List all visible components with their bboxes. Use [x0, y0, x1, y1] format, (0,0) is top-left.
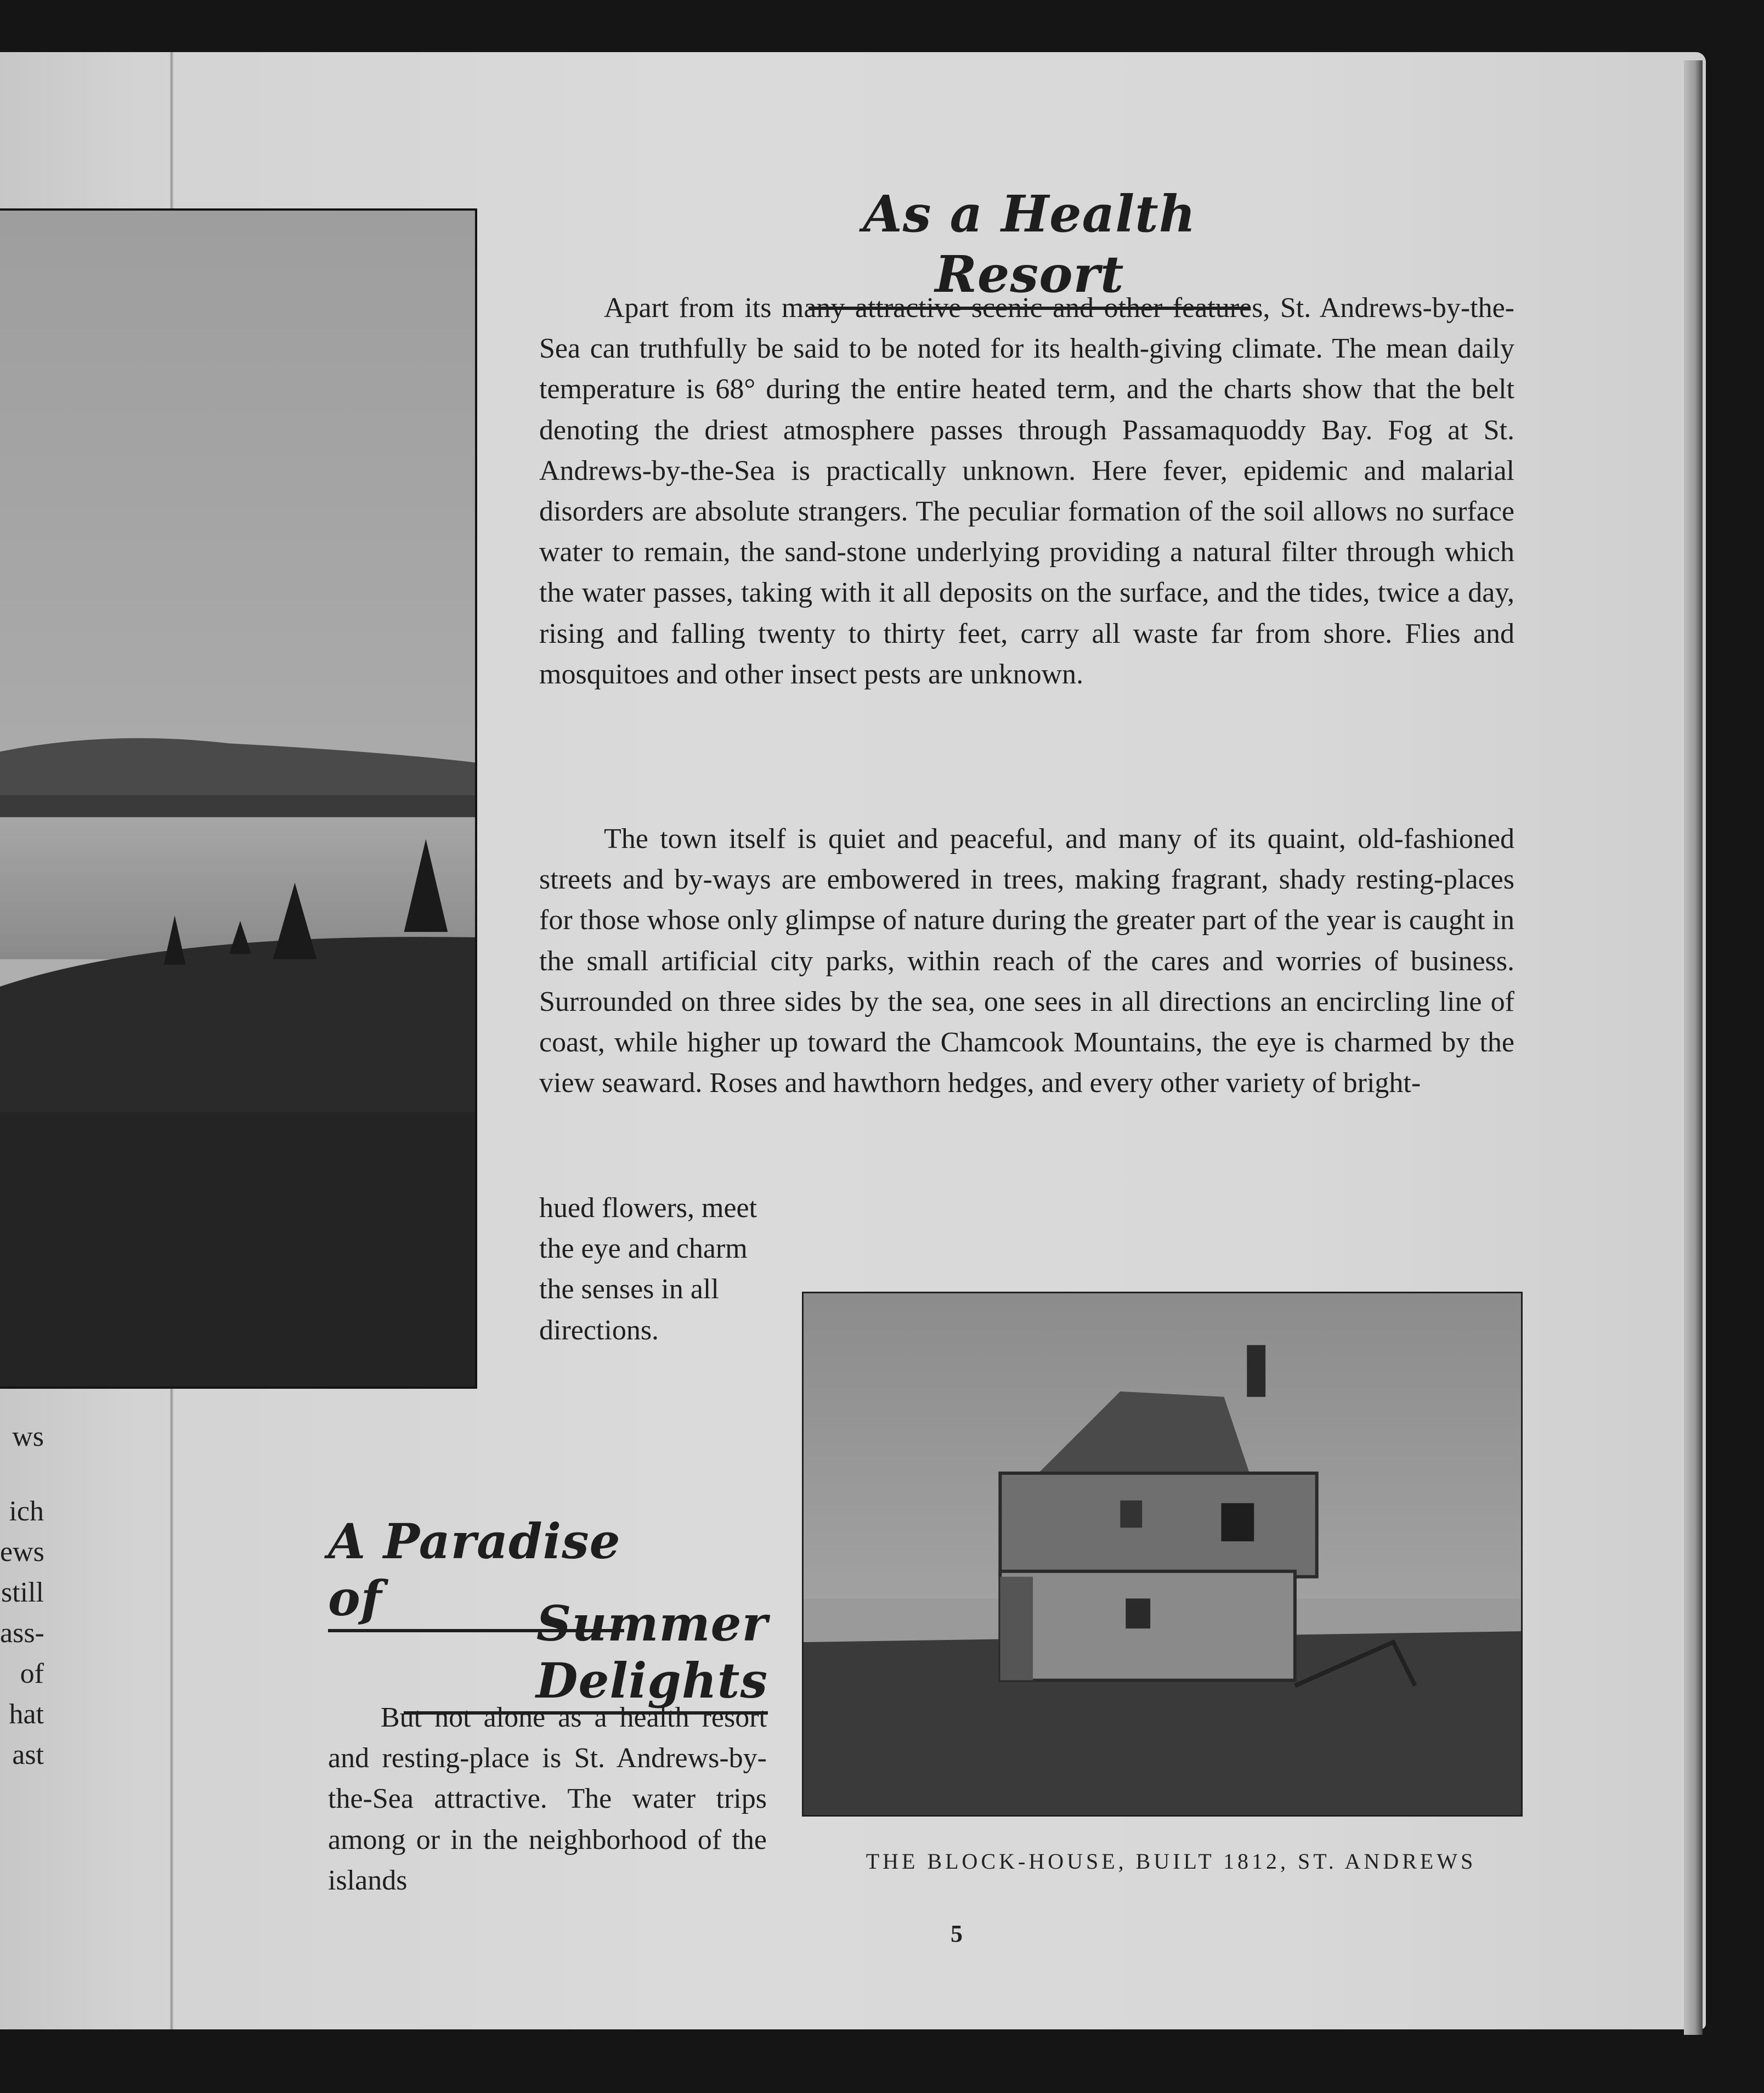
landscape-photo	[0, 208, 477, 1389]
left-page-fragment: of	[20, 1658, 44, 1689]
left-page-fragment: still	[1, 1577, 44, 1608]
left-page-fragment: ast	[12, 1739, 44, 1770]
left-page-fragment: ich	[9, 1496, 44, 1527]
page-edge	[1684, 60, 1703, 2035]
photo-caption: THE BLOCK-HOUSE, BUILT 1812, ST. ANDREWS	[866, 1849, 1477, 1874]
paragraph-paradise: But not alone as a health resort and resting-place is St. Andrews-by-the-Sea attractive. The water trips among or in the neighborhood of the islands	[328, 1702, 767, 1896]
page-number: 5	[951, 1920, 963, 1947]
paragraph-health-resort: Apart from its many attractive scenic and other features, St. Andrews-by-the-Sea can truthfully be said to be noted for its health-giving climate. The mean daily temperature is 68° during the entire heated term, and the charts show that the belt denoting the driest atmosphere passes through Passamaquoddy Bay. Fog at St. Andrews-by-the-Sea is practically unknown. Here fever, epidemic and malarial disorders are absolute strangers. The peculiar formation of the soil allows no surface water to remain, the sand-stone underlying providing a natural filter through which the water passes, taking with it all deposits on the surface, and the tides, twice a day, rising and falling twenty to thirty feet, carry all waste far from shore. Flies and mosquitoes and other insect pests are unknown.	[539, 292, 1514, 690]
heading-paradise-line2: Summer Delights	[404, 1595, 768, 1715]
paragraph-town-continued: hued flowers, meet the eye and charm the senses in all directions.	[539, 1192, 757, 1346]
left-page-fragment: ews	[0, 1536, 44, 1568]
block-house-photo	[802, 1292, 1523, 1817]
left-page-fragment: hat	[9, 1699, 44, 1730]
left-page-fragment: ws	[12, 1421, 44, 1452]
heading-health-resort: As a Health Resort	[808, 184, 1251, 310]
left-page-fragment: ass-	[0, 1617, 44, 1649]
heading-paradise-line1: A Paradise of	[328, 1513, 624, 1632]
paragraph-town: The town itself is quiet and peaceful, and many of its quaint, old-fashioned streets and by-ways are embowered in trees, making fragrant, shady resting-places for those whose only glimpse of nature during the greater part of the year is caught in the small artificial city parks, within reach of the cares and worries of business. Surrounded on three sides by the sea, one sees in all directions an encircling line of coast, while higher up toward the Chamcook Mountains, the eye is charmed by the view seaward. Roses and hawthorn hedges, and every other variety of bright-	[539, 823, 1514, 1099]
